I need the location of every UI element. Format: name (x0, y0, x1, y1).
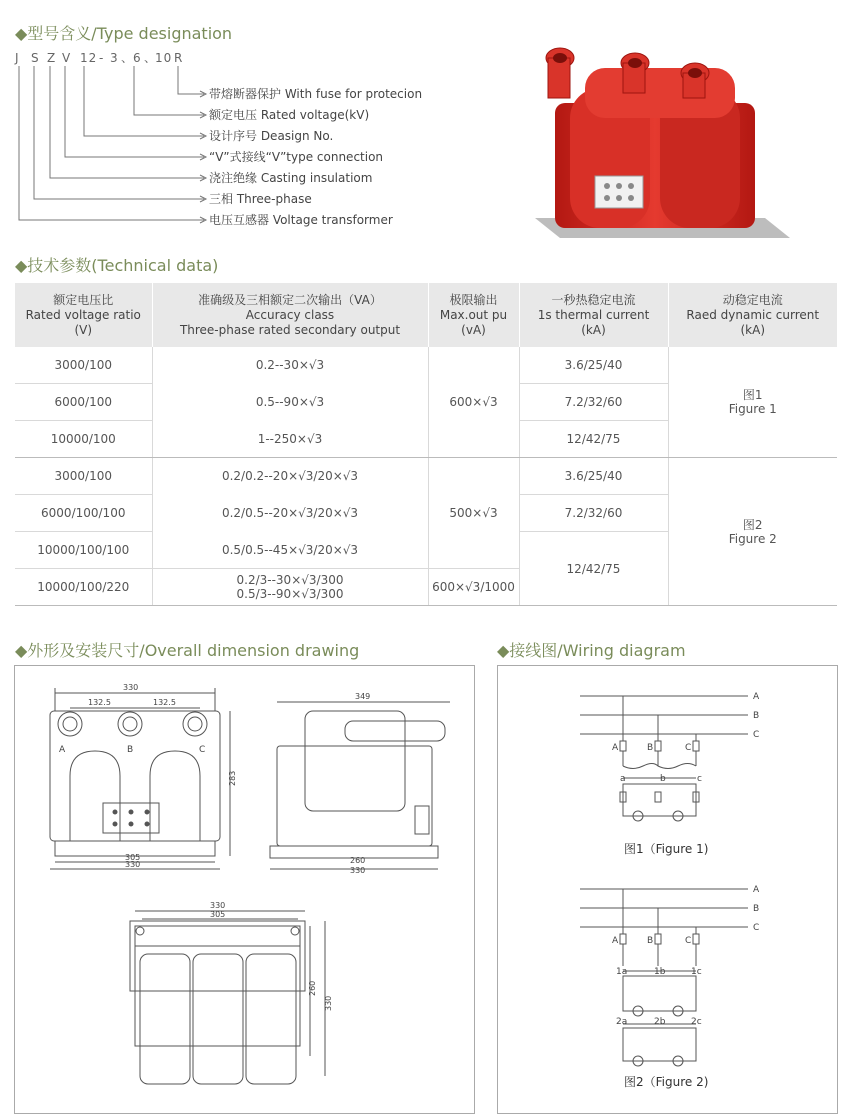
header-dynamic: 动稳定电流 Raed dynamic current (kA) (668, 283, 837, 347)
type-code-char: 、 (121, 51, 135, 65)
cell-thermal: 3.6/25/40 (519, 347, 668, 384)
bus2-b-label: B (753, 904, 760, 914)
type-code-legend-item: 电压互感器 Voltage transformer (209, 213, 393, 227)
cell-ratio: 6000/100 (15, 384, 152, 421)
fig2-terminal-a: A (612, 936, 619, 946)
cell-thermal: 12/42/75 (519, 421, 668, 458)
header-ratio: 额定电压比 Rated voltage ratio (V) (15, 283, 152, 347)
wiring-figure-2-caption: 图2（Figure 2) (624, 1075, 709, 1089)
type-code-char: 12 (80, 51, 98, 65)
type-code-char: J (15, 51, 20, 65)
wiring-figure-1-caption: 图1（Figure 1) (624, 842, 709, 856)
cell-ratio: 10000/100/220 (15, 569, 152, 606)
table-header-row (15, 283, 837, 347)
fig2-secondary1-c: 1c (691, 967, 702, 977)
cell-dynamic: 图2 Figure 2 (668, 458, 837, 606)
type-code-char: 10 (155, 51, 173, 65)
bottom-view (130, 901, 333, 1084)
cell-max-output: 600×√3 (428, 347, 519, 458)
cell-thermal: 12/42/75 (519, 532, 668, 606)
technical-data-table (15, 283, 837, 606)
wiring-diagram-frame (497, 665, 838, 1114)
type-code-leader-lines (19, 66, 206, 223)
type-code-char: - (99, 51, 105, 65)
header-accuracy: 准确级及三相额定二次输出（VA） Accuracy class Three-phase rated secondary output (152, 283, 428, 347)
side-view (270, 692, 450, 875)
cell-accuracy: 1--250×√3 (152, 421, 428, 458)
cell-accuracy: 0.5/0.5--45×√3/20×√3 (152, 532, 428, 569)
type-code-legend-item: 三相 Three-phase (209, 192, 312, 206)
wiring-diagram-title: ◆接线图/Wiring diagram (497, 641, 686, 660)
cell-ratio: 3000/100 (15, 458, 152, 495)
header-max-output: 极限输出 Max.out pu (vA) (428, 283, 519, 347)
type-code-legend-item: “V”式接线“V”type connection (209, 150, 384, 164)
cell-thermal: 3.6/25/40 (519, 458, 668, 495)
cell-thermal: 7.2/32/60 (519, 495, 668, 532)
fig2-secondary2-a: 2a (616, 1017, 628, 1027)
type-code-legend-item: 设计序号 Deasign No. (209, 129, 334, 143)
fig1-terminal-c: C (685, 743, 692, 753)
front-spacing1-label: 132.5 (88, 698, 111, 707)
fig2-secondary2-b: 2b (654, 1017, 666, 1027)
phase-b-label: B (127, 745, 134, 755)
type-code-leader-line (84, 66, 204, 136)
front-base2-label: 330 (125, 860, 141, 869)
side-base1-label: 260 (350, 856, 366, 865)
table-row (15, 458, 837, 495)
front-width-label: 330 (123, 683, 139, 692)
type-designation-title: ◆型号含义/Type designation (15, 24, 233, 43)
wiring-figure-2 (580, 885, 760, 1066)
wiring-figure-1 (580, 692, 760, 821)
type-code-diagram (0, 0, 470, 240)
type-code-leader-line (134, 66, 204, 115)
phase-a-label: A (59, 745, 66, 755)
phase-c-label: C (199, 745, 206, 755)
dimension-drawing (15, 666, 474, 1113)
type-code-char: Z (47, 51, 57, 65)
fig2-secondary1-a: 1a (616, 967, 628, 977)
cell-max-output: 500×√3 (428, 458, 519, 569)
cell-accuracy: 0.2/3--30×√3/300 0.5/3--90×√3/300 (152, 569, 428, 606)
type-code-char: V (62, 51, 72, 65)
type-code-leader-line (19, 66, 204, 220)
type-code-legend (209, 86, 422, 227)
type-code-char: 6 (133, 51, 142, 65)
type-code-char: S (31, 51, 40, 65)
bottom-h2-label: 330 (324, 995, 333, 1011)
bus2-a-label: A (753, 885, 760, 895)
type-code-legend-item: 浇注绝缘 Casting insulatiom (209, 171, 373, 185)
bus2-c-label: C (753, 923, 760, 933)
type-code-char: R (174, 51, 184, 65)
type-code-row (14, 51, 183, 65)
cell-ratio: 10000/100/100 (15, 532, 152, 569)
fig1-terminal-a: A (612, 743, 619, 753)
type-code-legend-item: 额定电压 Rated voltage(kV) (209, 108, 370, 122)
cell-ratio: 6000/100/100 (15, 495, 152, 532)
fig2-secondary2-c: 2c (691, 1017, 702, 1027)
cell-ratio: 10000/100 (15, 421, 152, 458)
fig2-terminal-c: C (685, 936, 692, 946)
bottom-w2-label: 305 (210, 910, 226, 919)
cell-accuracy: 0.2--30×√3 (152, 347, 428, 384)
dimension-drawing-frame (14, 665, 475, 1114)
cell-thermal: 7.2/32/60 (519, 384, 668, 421)
front-spacing2-label: 132.5 (153, 698, 176, 707)
fig1-secondary-b: b (660, 774, 666, 784)
type-code-leader-line (50, 66, 204, 178)
bottom-w1-label: 330 (210, 901, 226, 910)
cell-accuracy: 0.2/0.2--20×√3/20×√3 (152, 458, 428, 495)
fig2-terminal-b: B (647, 936, 654, 946)
fig2-secondary1-b: 1b (654, 967, 666, 977)
fig1-secondary-c: c (697, 774, 702, 784)
bottom-h1-label: 260 (308, 980, 317, 996)
cell-max-output: 600×√3/1000 (428, 569, 519, 606)
type-code-legend-item: 带熔断器保护 With fuse for protecion (209, 87, 423, 101)
cell-dynamic: 图1 Figure 1 (668, 347, 837, 458)
cell-accuracy: 0.5--90×√3 (152, 384, 428, 421)
dimension-drawing-title: ◆外形及安装尺寸/Overall dimension drawing (15, 641, 360, 660)
type-code-char: 3 (110, 51, 119, 65)
front-height-label: 283 (228, 770, 237, 786)
bus-a-label: A (753, 692, 760, 702)
side-length-label: 349 (355, 692, 371, 701)
product-photo (515, 18, 805, 248)
front-view (50, 683, 237, 869)
cell-accuracy: 0.2/0.5--20×√3/20×√3 (152, 495, 428, 532)
front-base1-label: 305 (125, 853, 141, 862)
side-base2-label: 330 (350, 866, 366, 875)
type-code-leader-line (178, 66, 204, 94)
header-thermal: 一秒热稳定电流 1s thermal current (kA) (519, 283, 668, 347)
bus-b-label: B (753, 711, 760, 721)
bus-c-label: C (753, 730, 760, 740)
type-code-char: 、 (144, 51, 158, 65)
cell-ratio: 3000/100 (15, 347, 152, 384)
fig1-secondary-a: a (620, 774, 626, 784)
wiring-diagram (498, 666, 837, 1113)
technical-data-title: ◆技术参数(Technical data) (15, 256, 219, 275)
fig1-terminal-b: B (647, 743, 654, 753)
table-row (15, 347, 837, 384)
